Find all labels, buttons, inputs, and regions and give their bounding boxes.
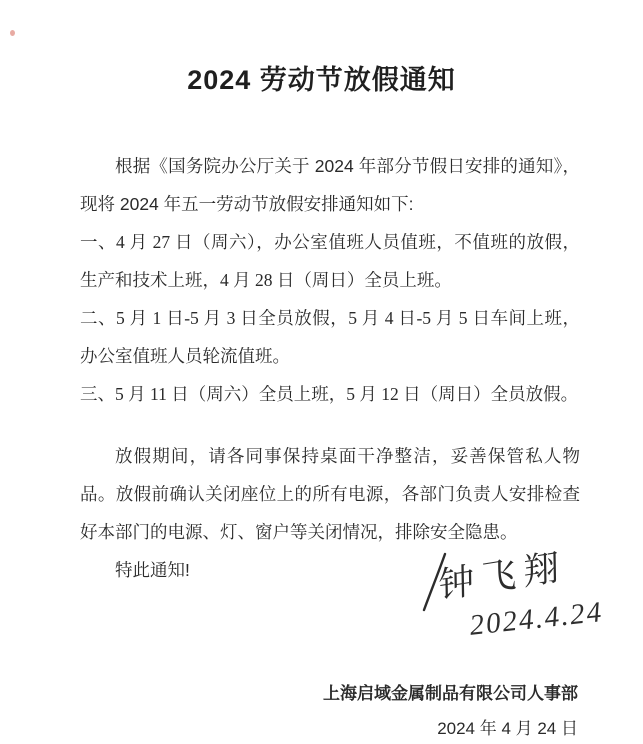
notice-closing: 特此通知! [115,560,190,580]
notice-intro-paragraph: 根据《国务院办公厅关于 2024 年部分节假日安排的通知》，现将 2024 年五一劳动节放假安排通知如下: [80,156,580,214]
notice-title: 2024 劳动节放假通知 [187,65,456,95]
notice-item-2: 二、5 月 1 日-5 月 3 日全员放假，5 月 4 日-5 月 5 日车间上班，办公室值班人员轮流值班。 [80,308,580,366]
signature-name-handwriting: 钟飞翔 [438,545,567,607]
notice-item-1: 一、4 月 27 日（周六），办公室值班人员值班，不值班的放假，生产和技术上班，4 月 28 日（周日）全员上班。 [80,232,580,290]
issue-date: 2024 年 4 月 24 日 [437,719,578,738]
issuer-department: 上海启域金属制品有限公司人事部 [323,684,578,703]
red-ink-speck [10,30,15,36]
notice-item-3: 三、5 月 11 日（周六）全员上班，5 月 12 日（周日）全员放假。 [80,384,579,404]
signature-date-handwriting: 2024.4.24 [468,595,605,642]
notice-reminder-paragraph: 放假期间，请各同事保持桌面干净整洁，妥善保管私人物品。放假前确认关闭座位上的所有电源，各部门负责人安排检查好本部门的电源、灯、窗户等关闭情况，排除安全隐患。 [80,446,580,542]
notice-body [80,147,580,589]
